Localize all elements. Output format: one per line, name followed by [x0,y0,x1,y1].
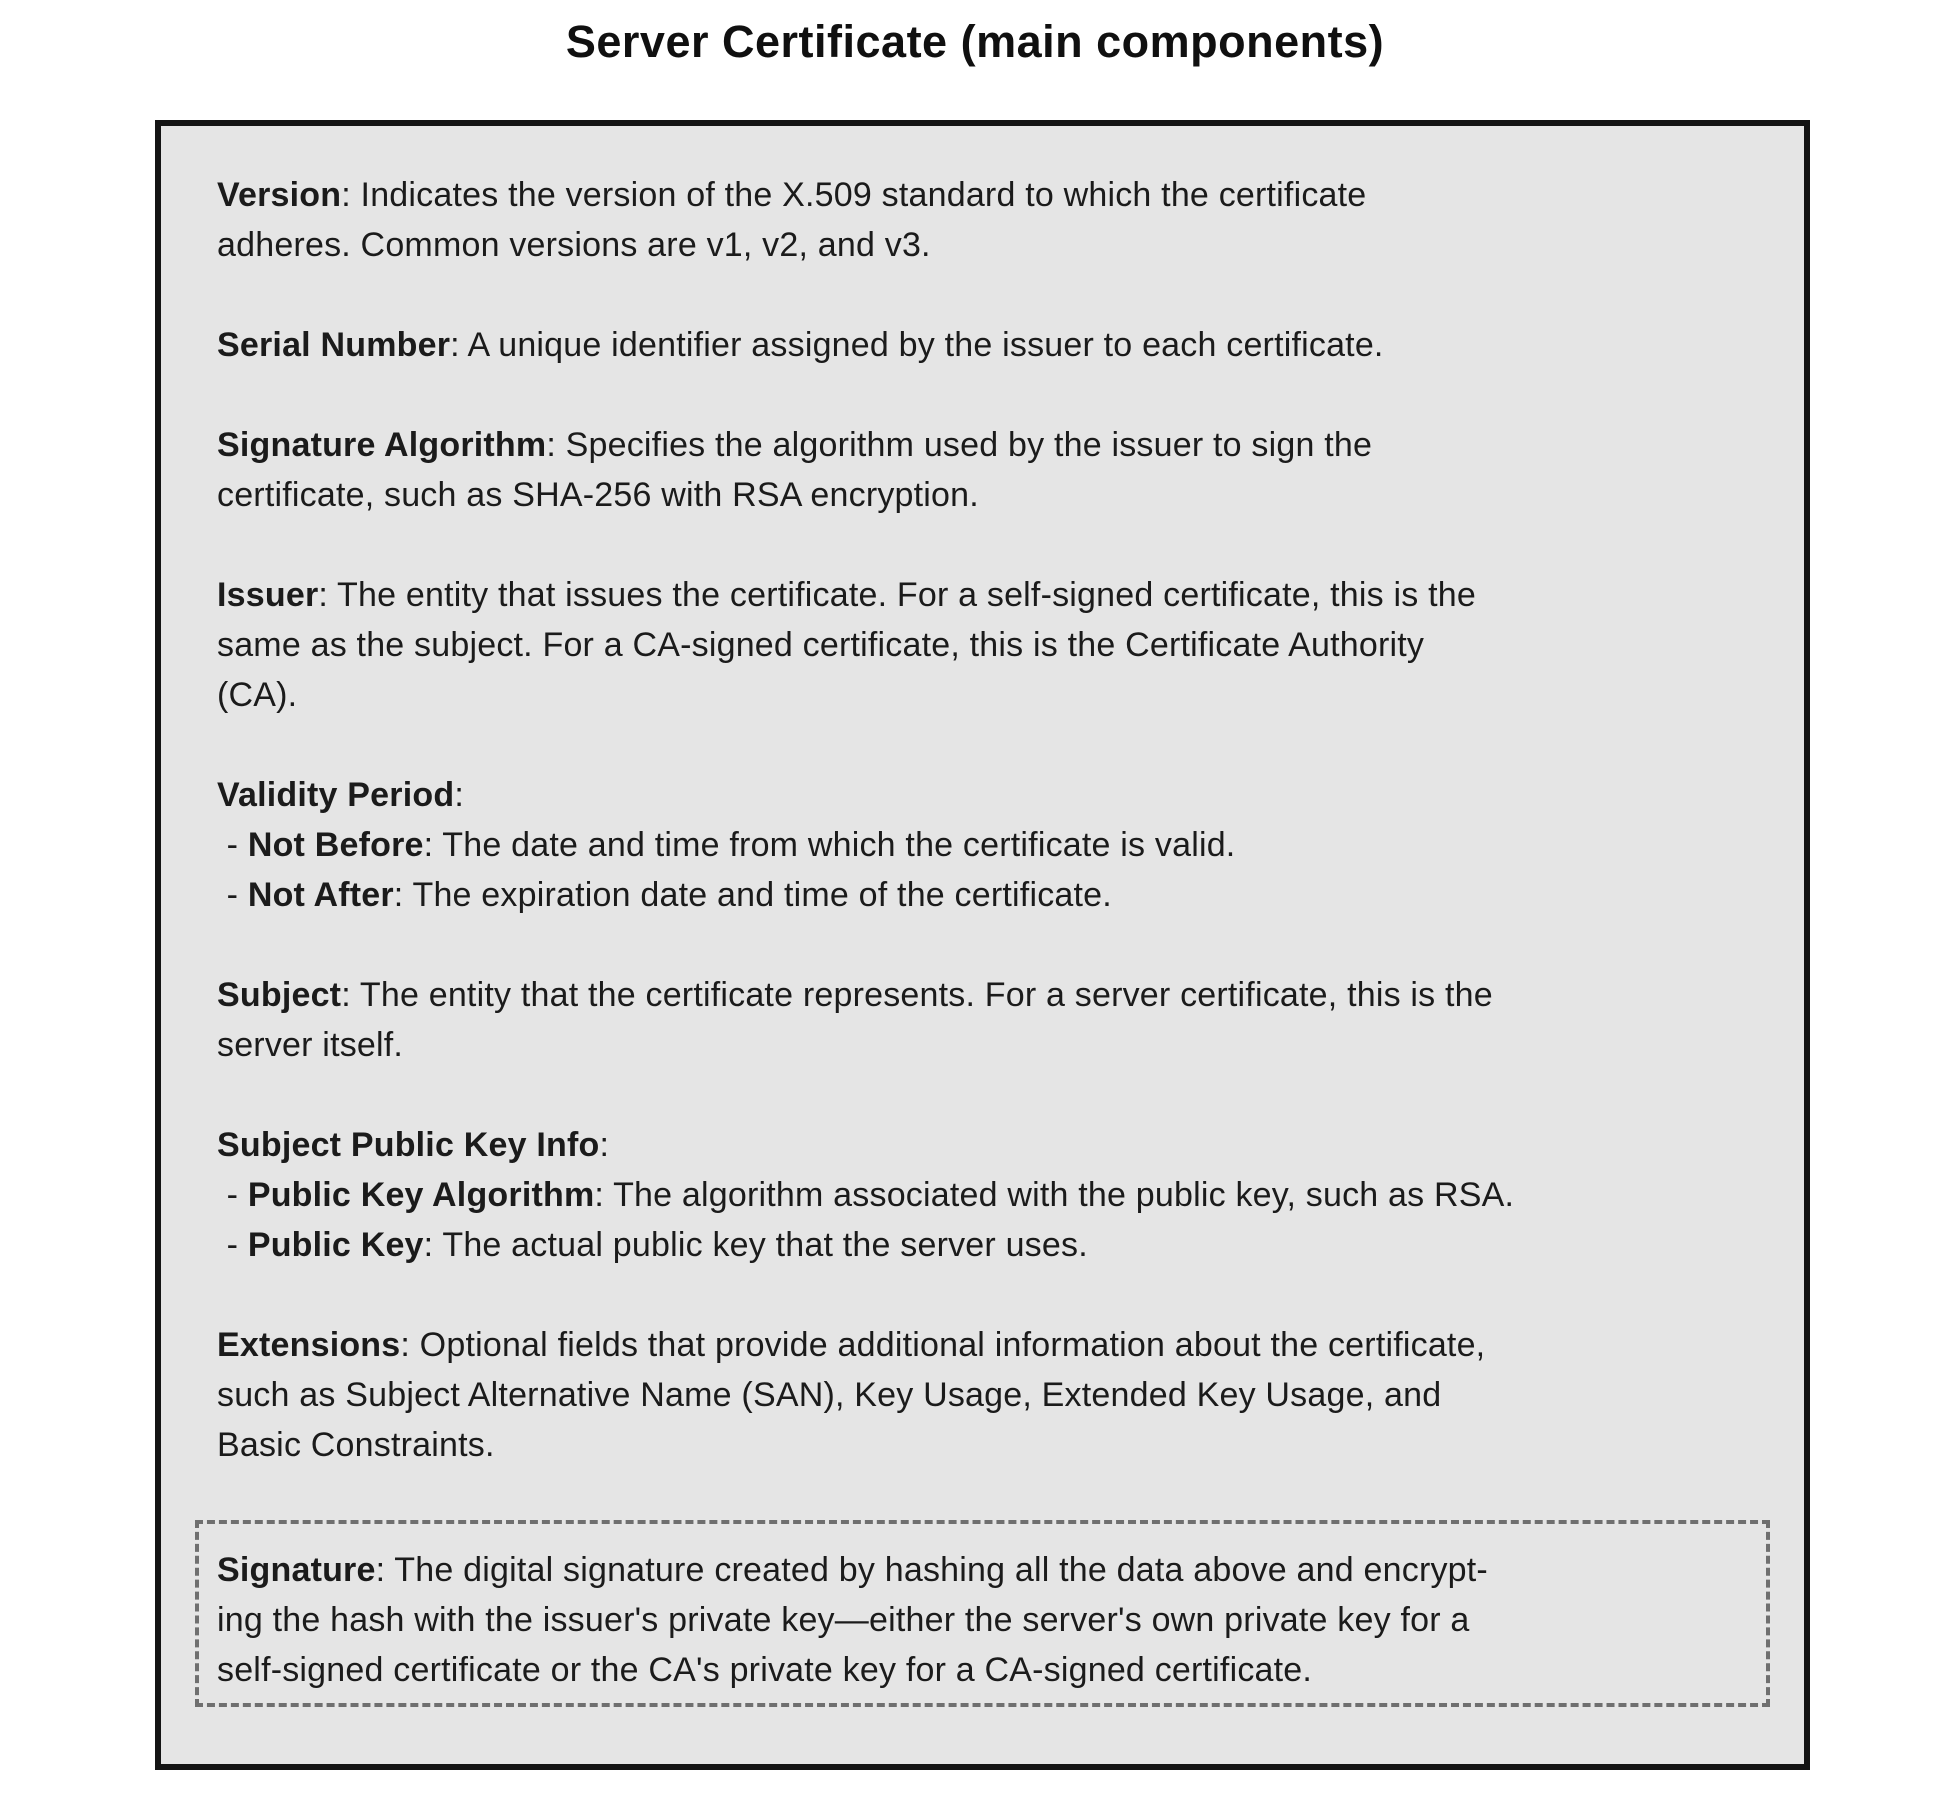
field-description: : The date and time from which the certificate is valid. [423,826,1236,864]
field-description: : [599,1126,610,1164]
field-description: : The expiration date and time of the certificate. [393,876,1112,914]
field-description: : The digital signature created by hashing all the data above and encrypt- [375,1551,1488,1589]
field-description: self-signed certificate or the CA's private key for a CA-signed certificate. [217,1651,1313,1689]
field-description: : Specifies the algorithm used by the issuer to sign the [546,426,1373,464]
issuer-line [217,570,1764,620]
field-label: Subject Public Key Info [217,1126,600,1164]
field-label: Extensions [217,1326,401,1364]
field-label: Subject [217,976,342,1014]
extensions-line [217,1420,1764,1470]
field-description: : The entity that issues the certificate. For a self-signed certificate, this is the [318,576,1476,614]
subject-line [217,970,1764,1020]
section-subject-public-key-info [217,1120,1764,1270]
field-label: Not Before [247,826,424,864]
bullet-dash: - [217,876,248,914]
validity-period-line [217,870,1764,920]
field-description: : The algorithm associated with the public key, such as RSA. [594,1176,1515,1214]
signature-line [217,1645,1746,1695]
field-description: : Indicates the version of the X.509 standard to which the certificate [341,176,1367,214]
certificate-sections [217,170,1764,1470]
section-version [217,170,1764,270]
field-label: Public Key Algorithm [247,1176,595,1214]
field-description: server itself. [217,1026,404,1064]
certificate-box [155,120,1810,1770]
signature-dashed-box [195,1520,1770,1707]
field-description: certificate, such as SHA-256 with RSA encryption. [217,476,979,514]
field-label: Validity Period [217,776,455,814]
extensions-line [217,1320,1764,1370]
field-label: Public Key [247,1226,424,1264]
field-label: Issuer [217,576,319,614]
field-description: : [454,776,464,814]
section-signature-algorithm [217,420,1764,520]
subject-public-key-info-line [217,1170,1764,1220]
field-description: such as Subject Alternative Name (SAN), Key Usage, Extended Key Usage, and [217,1376,1442,1414]
validity-period-line [217,770,1764,820]
bullet-dash: - [217,1176,248,1214]
version-line [217,170,1764,220]
field-description: same as the subject. For a CA-signed certificate, this is the Certificate Authority [217,626,1425,664]
field-description: : A unique identifier assigned by the issuer to each certificate. [450,326,1384,364]
section-serial-number [217,320,1764,370]
field-label: Not After [247,876,394,914]
version-line [217,220,1764,270]
bullet-dash: - [217,1226,248,1264]
field-label: Serial Number [217,326,451,364]
section-subject [217,970,1764,1070]
field-description: Basic Constraints. [217,1426,495,1464]
signature-algorithm-line [217,470,1764,520]
subject-line [217,1020,1764,1070]
section-extensions [217,1320,1764,1470]
field-description: : The entity that the certificate represents. For a server certificate, this is the [341,976,1493,1014]
signature-line [217,1545,1746,1595]
field-description: (CA). [217,676,298,714]
issuer-line [217,670,1764,720]
serial-number-line [217,320,1764,370]
issuer-line [217,620,1764,670]
field-label: Version [217,176,342,214]
signature-algorithm-line [217,420,1764,470]
subject-public-key-info-line [217,1120,1764,1170]
field-description: : The actual public key that the server uses. [423,1226,1088,1264]
section-issuer [217,570,1764,720]
field-label: Signature Algorithm [217,426,547,464]
subject-public-key-info-line [217,1220,1764,1270]
field-description: adheres. Common versions are v1, v2, and v3. [217,226,931,264]
page-title: Server Certificate (main components) [565,16,1385,67]
field-label: Signature [217,1551,376,1589]
section-validity-period [217,770,1764,920]
field-description: : Optional fields that provide additional information about the certificate, [400,1326,1486,1364]
validity-period-line [217,820,1764,870]
bullet-dash: - [217,826,248,864]
signature-line [217,1595,1746,1645]
field-description: ing the hash with the issuer's private key—either the server's own private key for a [217,1601,1470,1639]
extensions-line [217,1370,1764,1420]
